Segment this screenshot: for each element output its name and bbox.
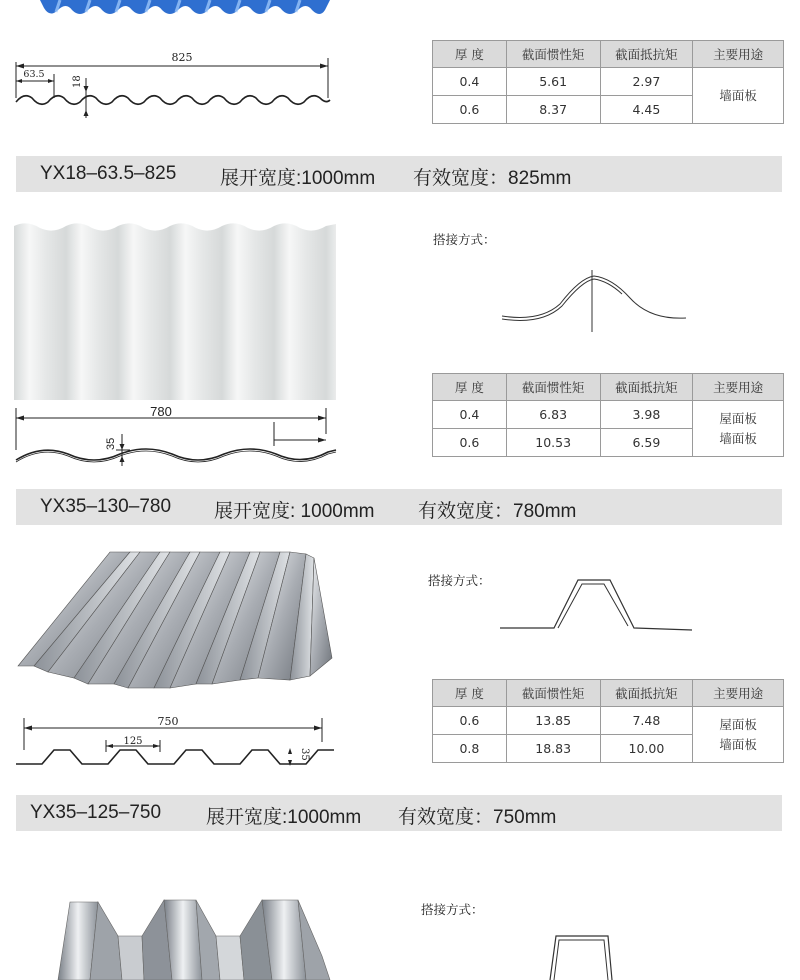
deep-trapezoid-sheet-image xyxy=(40,896,340,980)
usage-text: 墙面板 xyxy=(719,736,757,752)
inertia-cell: 10.53 xyxy=(506,429,600,457)
resistance-cell: 7.48 xyxy=(600,707,693,735)
thickness-cell: 0.6 xyxy=(433,96,507,124)
lap-label: 搭接方式： xyxy=(421,902,484,917)
usage-text: 墙面板 xyxy=(719,430,757,446)
dim-height-label: 35 xyxy=(105,437,117,450)
dim-pitch-label: 63.5 xyxy=(23,69,45,80)
inertia-cell: 13.85 xyxy=(506,707,600,735)
spec-table-yx35-130 xyxy=(432,373,784,457)
header-usage: 主要用途 xyxy=(693,41,784,68)
usage-cell xyxy=(693,68,784,124)
lap-diagram-trapezoid xyxy=(498,574,694,634)
thickness-cell: 0.6 xyxy=(433,429,507,457)
lap-diagram-curved xyxy=(500,268,690,334)
usage-text: 屋面板 xyxy=(719,410,757,426)
model-name: YX35–125–750 xyxy=(30,802,162,823)
effective-width: 有效宽度：780mm xyxy=(418,501,577,522)
model-name: YX35–130–780 xyxy=(40,496,172,517)
spec-table-yx35-125 xyxy=(432,679,784,763)
resistance-cell: 10.00 xyxy=(600,735,693,763)
profile-drawing-yx35-130 xyxy=(14,404,338,474)
model-banner-yx18 xyxy=(16,156,782,192)
usage-cell xyxy=(693,707,784,763)
header-inertia: 截面惯性矩 xyxy=(506,41,600,68)
resistance-cell: 4.45 xyxy=(600,96,693,124)
effective-width: 有效宽度：750mm xyxy=(398,807,557,828)
unfold-width: 展开宽度: 1000mm xyxy=(214,501,375,522)
usage-cell xyxy=(693,401,784,457)
model-banner-yx35-130 xyxy=(16,489,782,525)
dim-total-label: 825 xyxy=(171,51,193,64)
inertia-cell: 5.61 xyxy=(506,68,600,96)
table-row xyxy=(433,68,784,96)
header-usage: 主要用途 xyxy=(693,374,784,401)
resistance-cell: 6.59 xyxy=(600,429,693,457)
dim-total-label: 780 xyxy=(150,404,172,419)
inertia-cell: 18.83 xyxy=(506,735,600,763)
model-banner-yx35-125 xyxy=(16,795,782,831)
header-resistance: 截面抵抗矩 xyxy=(600,374,693,401)
header-thickness: 厚 度 xyxy=(433,680,507,707)
trapezoid-sheet-image xyxy=(14,548,336,690)
thickness-cell: 0.6 xyxy=(433,707,507,735)
usage-text: 屋面板 xyxy=(719,716,757,732)
dim-total-label: 750 xyxy=(157,715,179,728)
thickness-cell: 0.8 xyxy=(433,735,507,763)
header-thickness: 厚 度 xyxy=(433,374,507,401)
header-thickness: 厚 度 xyxy=(433,41,507,68)
blue-sheet-image xyxy=(0,0,800,20)
unfold-width: 展开宽度:1000mm xyxy=(206,807,362,828)
lap-label: 搭接方式： xyxy=(433,232,496,247)
spec-table-yx18 xyxy=(432,40,784,124)
table-row xyxy=(433,707,784,735)
thickness-cell: 0.4 xyxy=(433,68,507,96)
dim-pitch-label: 125 xyxy=(123,736,143,747)
effective-width: 有效宽度：825mm xyxy=(413,168,572,189)
dim-height-label: 18 xyxy=(72,75,83,88)
header-resistance: 截面抵抗矩 xyxy=(600,41,693,68)
header-inertia: 截面惯性矩 xyxy=(506,680,600,707)
white-sheet-image xyxy=(14,222,336,400)
inertia-cell: 8.37 xyxy=(506,96,600,124)
lap-diagram-deep-trapezoid xyxy=(548,928,618,980)
header-resistance: 截面抵抗矩 xyxy=(600,680,693,707)
inertia-cell: 6.83 xyxy=(506,401,600,429)
profile-drawing-yx18 xyxy=(14,48,334,128)
profile-drawing-yx35-125 xyxy=(14,712,340,774)
thickness-cell: 0.4 xyxy=(433,401,507,429)
header-inertia: 截面惯性矩 xyxy=(506,374,600,401)
unfold-width: 展开宽度:1000mm xyxy=(220,168,376,189)
model-name: YX18–63.5–825 xyxy=(40,163,177,184)
dim-height-label: 35 xyxy=(299,748,310,761)
lap-label: 搭接方式： xyxy=(428,573,491,588)
resistance-cell: 2.97 xyxy=(600,68,693,96)
table-row xyxy=(433,401,784,429)
header-usage: 主要用途 xyxy=(693,680,784,707)
resistance-cell: 3.98 xyxy=(600,401,693,429)
usage-text: 墙面板 xyxy=(719,87,757,103)
